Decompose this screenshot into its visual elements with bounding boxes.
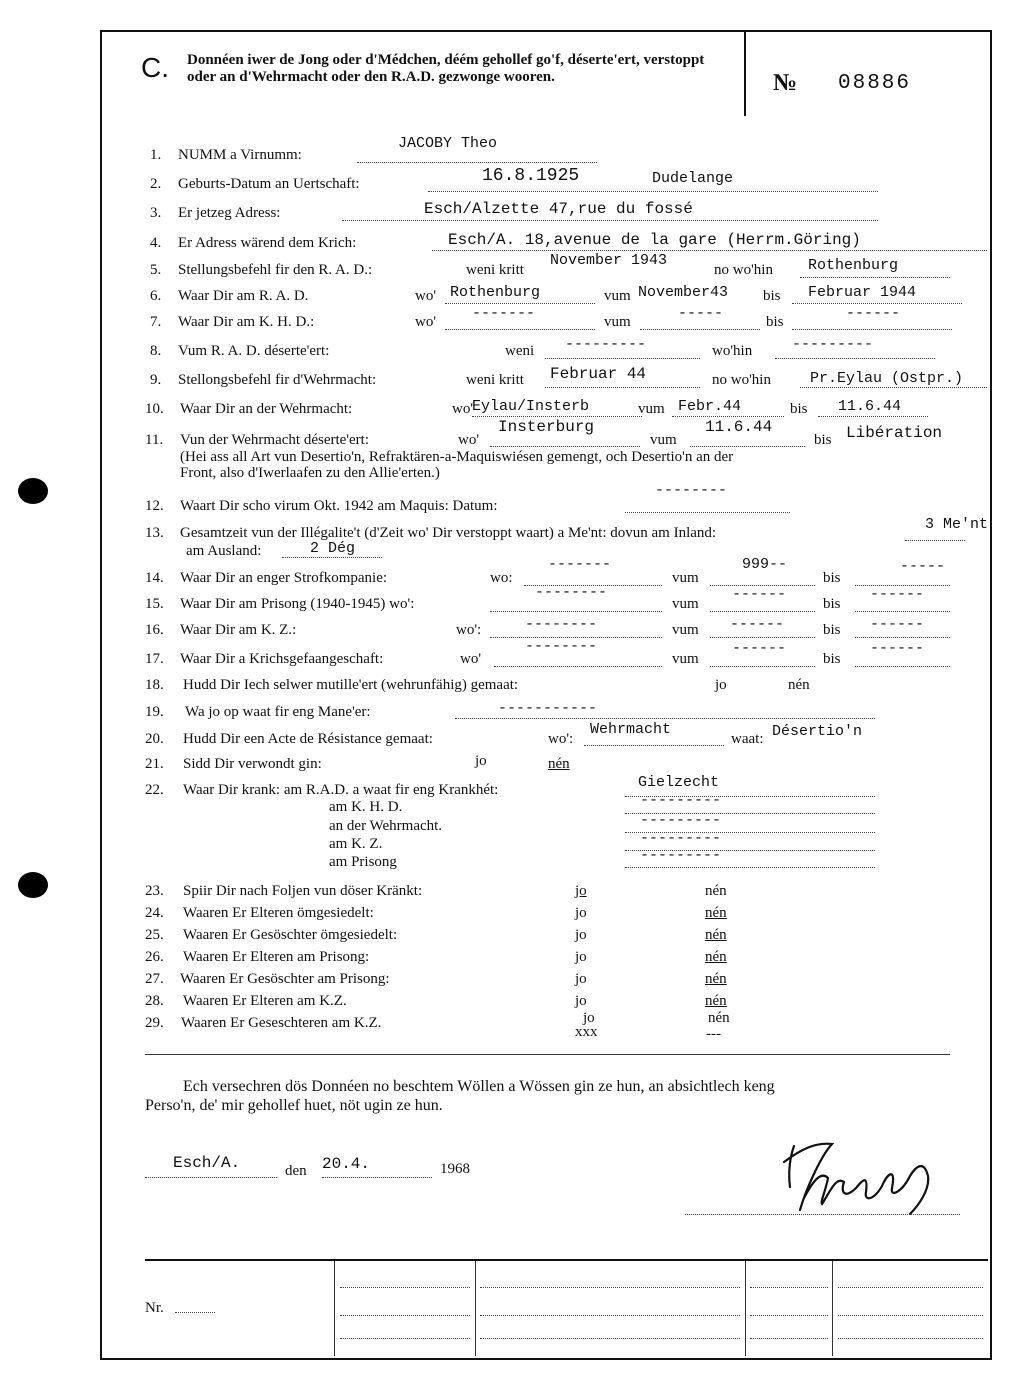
field-15-from-label: vum: [672, 596, 699, 612]
field-11-to-label: bis: [814, 432, 832, 448]
field-6-line-2: [792, 303, 962, 304]
field-8-where: ---------: [792, 336, 874, 353]
field-12-num: 12.: [145, 498, 164, 514]
field-17-to-label: bis: [823, 651, 841, 667]
field-11-line-2: [690, 446, 805, 447]
field-2-num: 2.: [150, 176, 162, 192]
field-2-label: Geburts-Datum an Uertschaft:: [178, 176, 360, 192]
field-15-to: ------: [870, 586, 925, 603]
field-16-where: --------: [525, 616, 598, 633]
field-15-line-3: [855, 611, 950, 612]
field-20-where-label: wo':: [548, 731, 574, 747]
field-2-place: Dudelange: [652, 170, 734, 187]
field-17-from-label: vum: [672, 651, 699, 667]
field-22-sub-1: am K. H. D.: [329, 799, 403, 815]
header-divider: [744, 30, 746, 116]
field-2-line: [428, 191, 878, 192]
field-17-where-label: wo': [460, 651, 482, 667]
field-26-label: Waaren Er Elteren am Prisong:: [183, 949, 370, 965]
field-9-label: Stellongsbefehl fir d'Wehrmacht:: [178, 372, 377, 388]
field-8-label: Vum R. A. D. déserte'ert:: [178, 343, 330, 359]
field-14-where-label: wo:: [490, 570, 513, 586]
field-21-yes: jo: [475, 753, 487, 769]
field-7-from-label: vum: [604, 314, 631, 330]
footer-col-3: [745, 1261, 746, 1356]
field-7-from: -----: [678, 305, 724, 322]
field-17-from: ------: [732, 640, 787, 657]
field-13-line-2: [282, 557, 382, 558]
field-14-from-label: vum: [672, 570, 699, 586]
field-13-label-2: am Ausland:: [186, 543, 262, 559]
field-22-subval-1: ---------: [640, 792, 722, 809]
declaration-line-2: Perso'n, de' mir gehollef huet, nöt ugin ze hun.: [145, 1097, 443, 1114]
field-20-where: Wehrmacht: [590, 721, 672, 738]
field-11-line-1: [490, 446, 640, 447]
footer-dots-5: [480, 1315, 740, 1316]
field-11-num: 11.: [145, 432, 164, 448]
field-20-what: Désertio'n: [772, 723, 863, 740]
field-16-from: ------: [730, 616, 785, 633]
field-23-num: 23.: [145, 883, 164, 899]
field-25-label: Waaren Er Gesöschter ömgesiedelt:: [183, 927, 398, 943]
field-16-to-label: bis: [823, 622, 841, 638]
field-17-num: 17.: [145, 651, 164, 667]
field-16-to: ------: [870, 616, 925, 633]
field-15-where: --------: [535, 584, 608, 601]
field-12-value: --------: [655, 482, 728, 499]
field-10-from-label: vum: [638, 401, 665, 417]
field-16-where-label: wo':: [456, 622, 482, 638]
field-13-abroad: 2 Dég: [310, 540, 356, 557]
field-29-no: nén: [708, 1010, 730, 1026]
footer-dots-4: [480, 1287, 740, 1288]
field-18-yes: jo: [715, 677, 727, 693]
field-15-label: Waar Dir am Prisong (1940-1945) wo':: [180, 596, 415, 612]
field-7-to-label: bis: [766, 314, 784, 330]
field-26-num: 26.: [145, 949, 164, 965]
declaration-place: Esch/A.: [173, 1154, 241, 1172]
field-20-num: 20.: [145, 731, 164, 747]
field-16-num: 16.: [145, 622, 164, 638]
footer-dots-2: [340, 1315, 470, 1316]
footer-dots-12: [838, 1338, 983, 1339]
field-22-num: 22.: [145, 782, 164, 798]
field-10-where: Eylau/Insterb: [472, 398, 590, 415]
field-9-when: Februar 44: [550, 365, 647, 383]
field-27-label: Waaren Er Gesöschter am Prisong:: [180, 971, 390, 987]
field-24-num: 24.: [145, 905, 164, 921]
field-6-from-label: vum: [604, 288, 631, 304]
form-title: Donnéen iwer de Jong oder d'Médchen, déém gehollef go'f, déserte'ert, verstoppt oder an d'Wehrmacht oder den R.A.D. gezwonge wooren.: [187, 52, 705, 85]
field-19-value: -----------: [498, 700, 598, 717]
signature: [760, 1132, 960, 1222]
field-10-line-1: [472, 416, 642, 417]
declaration-date: 20.4.: [322, 1155, 371, 1173]
field-10-where-label: wo': [452, 401, 474, 417]
field-14-where: -------: [548, 556, 612, 573]
place-line: [145, 1177, 277, 1178]
field-29-strike: xxx: [575, 1024, 598, 1040]
field-3-line: [342, 220, 878, 221]
field-15-from: ------: [732, 586, 787, 603]
field-10-label: Waar Dir an der Wehrmacht:: [180, 401, 353, 417]
field-16-line-2: [710, 637, 815, 638]
field-4-num: 4.: [150, 235, 162, 251]
field-5-label: Stellungsbefehl fir den R. A. D.:: [178, 262, 373, 278]
field-8-line-2: [775, 358, 935, 359]
field-7-where: -------: [472, 305, 536, 322]
field-2-date: 16.8.1925: [482, 166, 580, 186]
field-9-where: Pr.Eylau (Ostpr.): [810, 370, 964, 387]
footer-dots-8: [750, 1315, 828, 1316]
footer-col-1: [334, 1261, 335, 1356]
field-28-no: nén: [705, 993, 727, 1009]
field-16-line-3: [855, 637, 950, 638]
field-11-where: Insterburg: [498, 418, 595, 436]
field-14-from: 999--: [742, 556, 788, 573]
field-24-label: Waaren Er Elteren ömgesiedelt:: [183, 905, 374, 921]
field-24-no: nén: [705, 905, 727, 921]
field-20-what-label: waat:: [731, 731, 764, 747]
field-1-line: [357, 162, 597, 163]
field-14-label: Waar Dir an enger Strofkompanie:: [180, 570, 388, 586]
field-9-line-1: [545, 387, 700, 388]
field-10-line-3: [818, 416, 928, 417]
field-8-when: ---------: [565, 336, 647, 353]
field-27-no: nén: [705, 971, 727, 987]
field-7-line-2: [640, 329, 760, 330]
field-29-yes: jo: [583, 1010, 595, 1026]
field-1-num: 1.: [150, 147, 162, 163]
field-8-when-label: weni: [505, 343, 535, 359]
declaration-den: den: [285, 1163, 307, 1179]
field-13-inland: 3 Me'nt: [925, 516, 989, 533]
field-26-no: nén: [705, 949, 727, 965]
field-22-subval-2: ---------: [640, 812, 722, 829]
field-16-from-label: vum: [672, 622, 699, 638]
field-13-num: 13.: [145, 525, 164, 541]
field-11-where-label: wo': [458, 432, 480, 448]
field-9-line-2: [800, 387, 987, 388]
field-3-value: Esch/Alzette 47,rue du fossé: [424, 200, 693, 218]
footer-col-4: [832, 1261, 833, 1356]
field-20-label: Hudd Dir een Acte de Résistance gemaat:: [183, 731, 433, 747]
field-22-subval-4: ---------: [640, 847, 722, 864]
field-14-to: -----: [900, 558, 946, 575]
field-9-where-label: no wo'hin: [712, 372, 771, 388]
declaration-year: 1968: [440, 1161, 470, 1177]
footer-col-2: [475, 1261, 476, 1356]
field-15-num: 15.: [145, 596, 164, 612]
field-27-yes: jo: [575, 971, 587, 987]
field-4-value: Esch/A. 18,avenue de la gare (Herrm.Göring): [448, 231, 861, 249]
field-15-to-label: bis: [823, 596, 841, 612]
field-10-to-label: bis: [790, 401, 808, 417]
field-14-to-label: bis: [823, 570, 841, 586]
field-7-to: ------: [846, 305, 901, 322]
field-14-num: 14.: [145, 570, 164, 586]
field-6-where: Rothenburg: [450, 284, 541, 301]
field-17-line-3: [855, 666, 950, 667]
field-7-line-3: [792, 329, 952, 330]
field-10-from: Febr.44: [678, 398, 742, 415]
field-6-num: 6.: [150, 288, 162, 304]
field-19-num: 19.: [145, 704, 164, 720]
field-10-num: 10.: [145, 401, 164, 417]
field-5-line: [800, 277, 950, 278]
footer-dots-7: [750, 1287, 828, 1288]
form-number: 08886: [838, 72, 912, 95]
field-23-no: nén: [705, 883, 727, 899]
field-22-line-4: [625, 867, 875, 868]
field-22-sub-3: am K. Z.: [329, 836, 383, 852]
field-29-num: 29.: [145, 1015, 164, 1031]
field-7-num: 7.: [150, 314, 162, 330]
field-21-no: nén: [548, 756, 570, 772]
field-9-when-label: weni kritt: [466, 372, 524, 388]
field-15-line-1: [490, 611, 662, 612]
field-6-from: November43: [638, 284, 729, 301]
footer-dots-9: [750, 1338, 828, 1339]
field-21-label: Sidd Dir verwondt gin:: [183, 756, 322, 772]
field-26-yes: jo: [575, 949, 587, 965]
section-divider: [145, 1054, 950, 1055]
footer-dots-10: [838, 1287, 983, 1288]
footer-dots-6: [480, 1338, 740, 1339]
field-5-where: Rothenburg: [808, 257, 899, 274]
field-12-line: [625, 512, 790, 513]
footer-dots-1: [340, 1287, 470, 1288]
field-28-yes: jo: [575, 993, 587, 1009]
field-3-label: Er jetzeg Adress:: [178, 205, 281, 221]
field-23-yes: jo: [575, 883, 587, 899]
footer-dots-3: [340, 1338, 470, 1339]
field-5-when: November 1943: [550, 252, 668, 269]
field-11-from: 11.6.44: [705, 418, 773, 436]
field-1-label: NUMM a Virnumm:: [178, 147, 302, 163]
field-17-line-1: [494, 666, 662, 667]
field-29-label: Waaren Er Geseschteren am K.Z.: [181, 1015, 382, 1031]
field-1-value: JACOBY Theo: [398, 135, 498, 152]
field-28-num: 28.: [145, 993, 164, 1009]
field-22-label: Waar Dir krank: am R.A.D. a waat fir eng Krankhét:: [183, 782, 499, 798]
field-18-num: 18.: [145, 677, 164, 693]
field-6-to: Februar 1944: [808, 284, 917, 301]
punch-hole-bottom: [18, 872, 48, 898]
field-11-label: Vun der Wehrmacht déserte'ert:: [180, 432, 369, 448]
field-22-subval-3: ---------: [640, 830, 722, 847]
field-6-line-1: [445, 303, 595, 304]
field-4-line: [432, 250, 987, 251]
date-line: [322, 1177, 432, 1178]
field-19-label: Wa jo op waat fir eng Mane'er:: [185, 704, 371, 720]
footer-nr-label: Nr.: [145, 1300, 164, 1316]
field-8-where-label: wo'hin: [712, 343, 753, 359]
field-10-line-2: [672, 416, 784, 417]
field-17-where: --------: [525, 638, 598, 655]
field-15-line-2: [710, 611, 815, 612]
field-5-num: 5.: [150, 262, 162, 278]
field-7-line-1: [445, 329, 595, 330]
signature-line: [685, 1214, 960, 1215]
field-25-num: 25.: [145, 927, 164, 943]
field-22-sub-4: am Prisong: [329, 854, 397, 870]
field-19-line: [455, 718, 875, 719]
field-21-num: 21.: [145, 756, 164, 772]
field-18-no: nén: [788, 677, 810, 693]
field-3-num: 3.: [150, 205, 162, 221]
field-18-label: Hudd Dir Iech selwer mutille'ert (wehrunfähig) gemaat:: [183, 677, 519, 693]
field-25-no: nén: [705, 927, 727, 943]
field-13-line-1: [905, 540, 965, 541]
field-27-num: 27.: [145, 971, 164, 987]
field-7-label: Waar Dir am K. H. D.:: [178, 314, 315, 330]
field-6-where-label: wo': [415, 288, 437, 304]
field-20-line: [584, 745, 724, 746]
field-9-num: 9.: [150, 372, 162, 388]
field-12-label: Waart Dir scho virum Okt. 1942 am Maquis: Datum:: [180, 498, 498, 514]
number-symbol: №: [773, 70, 798, 96]
field-6-to-label: bis: [763, 288, 781, 304]
field-23-label: Spiir Dir nach Foljen vun döser Kränkt:: [183, 883, 423, 899]
field-17-to: ------: [870, 640, 925, 657]
field-7-where-label: wo': [415, 314, 437, 330]
footer-nr-line: [175, 1312, 215, 1313]
field-17-line-2: [710, 666, 815, 667]
field-6-label: Waar Dir am R. A. D.: [178, 288, 309, 304]
field-11-to: Libération: [846, 424, 943, 442]
field-22-sub-2: an der Wehrmacht.: [329, 818, 443, 834]
field-17-label: Waar Dir a Krichsgefaangeschaft:: [180, 651, 384, 667]
field-25-yes: jo: [575, 927, 587, 943]
field-4-label: Er Adress wärend dem Krich:: [178, 235, 357, 251]
field-11-from-label: vum: [650, 432, 677, 448]
field-22-value: Gielzecht: [638, 774, 720, 791]
field-28-label: Waaren Er Elteren am K.Z.: [183, 993, 347, 1009]
field-13-label: Gesamtzeit vun der Illégalite't (d'Zeit wo' Dir verstoppt waart) a Me'nt: dovun am Inland:: [180, 525, 717, 541]
footer-top-line: [145, 1259, 988, 1261]
field-29-dash: ---: [706, 1026, 721, 1042]
field-5-when-label: weni kritt: [466, 262, 524, 278]
field-10-to: 11.6.44: [838, 398, 902, 415]
field-11-note-1: (Hei ass all Art vun Desertio'n, Refraktären-a-Maquiswiésen gemengt, och Desertio'n an der: [180, 449, 734, 465]
field-5-where-label: no wo'hin: [714, 262, 773, 278]
field-8-line-1: [545, 358, 700, 359]
field-16-label: Waar Dir am K. Z.:: [180, 622, 297, 638]
field-24-yes: jo: [575, 905, 587, 921]
field-8-num: 8.: [150, 343, 162, 359]
punch-hole-top: [18, 478, 48, 504]
declaration-line-1: Ech versechren dös Donnéen no beschtem Wöllen a Wössen gin ze hun, an absichtlech keng: [183, 1078, 775, 1095]
field-11-note-2: Front, also d'Iwerlaafen zu den Allie'erten.): [180, 465, 440, 481]
form-letter: C.: [141, 52, 169, 83]
footer-dots-11: [838, 1315, 983, 1316]
